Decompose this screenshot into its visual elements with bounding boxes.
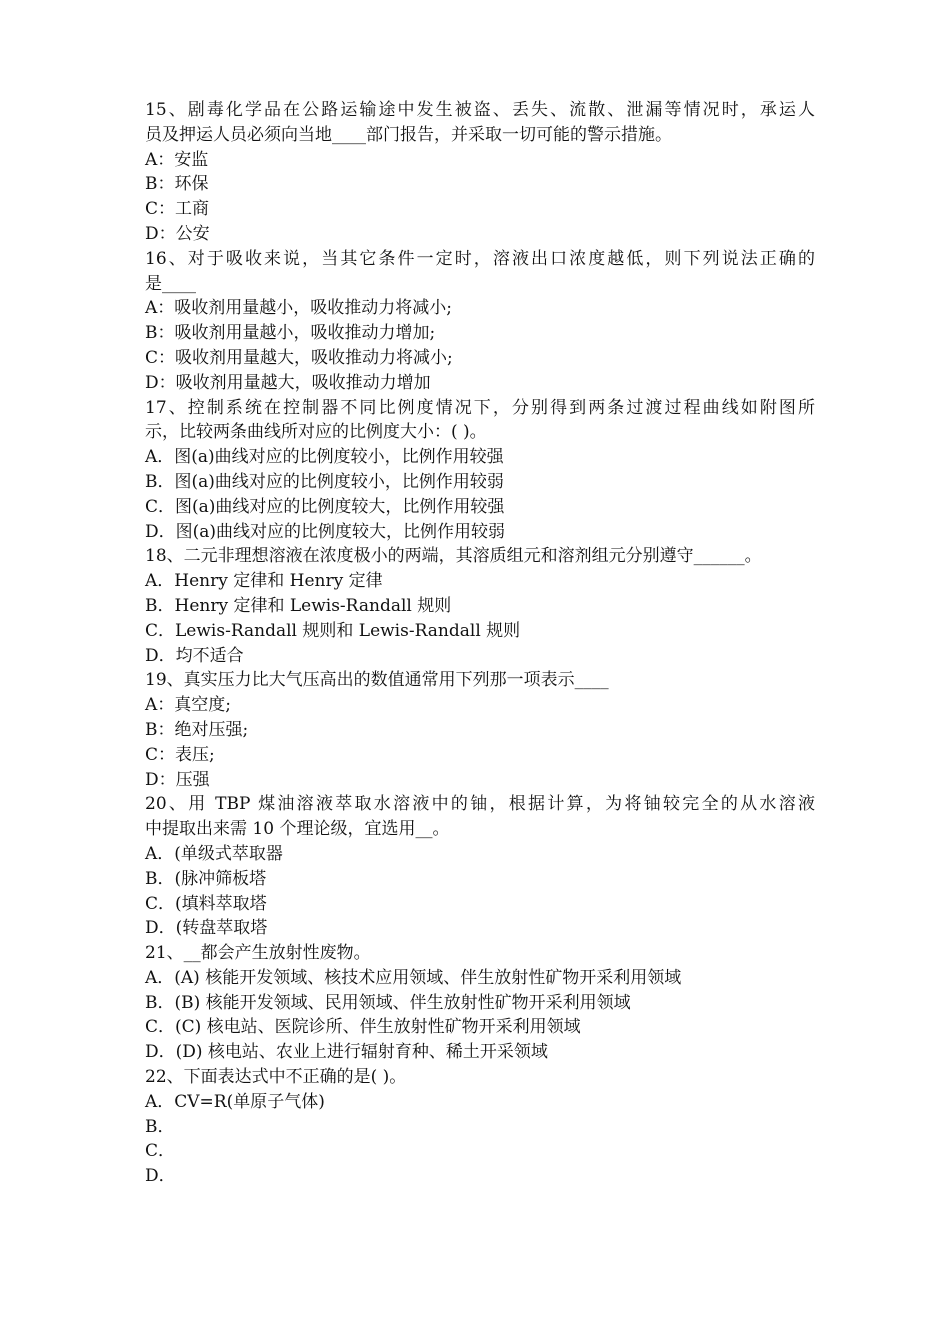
answer-option: B．图(a)曲线对应的比例度较小，比例作用较弱 xyxy=(145,471,504,492)
question-block xyxy=(145,1065,815,1189)
answer-option: A：吸收剂用量越小，吸收推动力将减小; xyxy=(145,298,453,319)
answer-option: A：真空度; xyxy=(145,695,232,716)
answer-option: C．图(a)曲线对应的比例度较大，比例作用较强 xyxy=(145,496,505,517)
answer-option: A．图(a)曲线对应的比例度较小，比例作用较强 xyxy=(145,447,504,468)
question-block xyxy=(145,396,815,545)
answer-option: C．(C) 核电站、医院诊所、伴生放射性矿物开采利用领域 xyxy=(145,1017,581,1038)
answer-option: B． xyxy=(145,1116,175,1137)
question-stem-line: 16、对于吸收来说，当其它条件一定时，溶液出口浓度越低，则下列说法正确的 xyxy=(145,248,815,269)
answer-option: C． xyxy=(145,1141,176,1162)
answer-option: C：表压; xyxy=(145,744,215,765)
question-block xyxy=(145,98,815,247)
question-stem-line: 示，比较两条曲线所对应的比例度大小：( )。 xyxy=(145,422,487,443)
answer-option: B：吸收剂用量越小，吸收推动力增加; xyxy=(145,323,436,344)
answer-option: B．(B) 核能开发领域、民用领域、伴生放射性矿物开采利用领域 xyxy=(145,992,631,1013)
answer-option: D：公安 xyxy=(145,223,210,244)
answer-option: C：工商 xyxy=(145,199,210,220)
question-list xyxy=(145,98,815,1189)
question-stem-line: 17、控制系统在控制器不同比例度情况下，分别得到两条过渡过程曲线如附图所 xyxy=(145,397,815,418)
answer-option: A．Henry 定律和 Henry 定律 xyxy=(145,571,383,592)
question-block xyxy=(145,668,815,792)
answer-option: C．Lewis-Randall 规则和 Lewis-Randall 规则 xyxy=(145,620,521,641)
answer-option: D．图(a)曲线对应的比例度较大，比例作用较弱 xyxy=(145,521,506,542)
question-block xyxy=(145,247,815,396)
question-block xyxy=(145,792,815,941)
answer-option: A：安监 xyxy=(145,149,209,170)
answer-option: B：绝对压强; xyxy=(145,719,249,740)
answer-option: A．(A) 核能开发领域、核技术应用领域、伴生放射性矿物开采利用领域 xyxy=(145,967,682,988)
question-stem-line: 20、用 TBP 煤油溶液萃取水溶液中的铀，根据计算，为将铀较完全的从水溶液 xyxy=(145,794,815,815)
answer-option: C．(填料萃取塔 xyxy=(145,893,267,914)
answer-option: A．CV=R(单原子气体) xyxy=(145,1091,325,1112)
answer-option: B：环保 xyxy=(145,174,209,195)
answer-option: D．(转盘萃取塔 xyxy=(145,918,268,939)
question-stem-line: 员及押运人员必须向当地____部门报告，并采取一切可能的警示措施。 xyxy=(145,124,672,145)
question-stem-line: 22、下面表达式中不正确的是( )。 xyxy=(145,1067,407,1088)
question-block xyxy=(145,941,815,1065)
answer-option: D：吸收剂用量越大，吸收推动力增加 xyxy=(145,372,431,393)
question-stem-line: 15、剧毒化学品在公路运输途中发生被盗、丢失、流散、泄漏等情况时，承运人 xyxy=(145,100,815,120)
question-block xyxy=(145,544,815,668)
answer-option: D． xyxy=(145,1166,176,1187)
answer-option: D：压强 xyxy=(145,769,210,790)
answer-option: B．(脉冲筛板塔 xyxy=(145,868,267,889)
question-stem-line: 是____ xyxy=(145,273,196,294)
question-stem-line: 21、__都会产生放射性废物。 xyxy=(145,943,371,964)
answer-option: D．均不适合 xyxy=(145,645,244,666)
question-stem-line: 18、二元非理想溶液在浓度极小的两端，其溶质组元和溶剂组元分别遵守______。 xyxy=(145,546,762,567)
answer-option: D．(D) 核电站、农业上进行辐射育种、稀土开采领域 xyxy=(145,1042,548,1063)
question-stem-line: 中提取出来需 10 个理论级，宜选用__。 xyxy=(145,819,450,840)
answer-option: A．(单级式萃取器 xyxy=(145,843,283,864)
answer-option: B．Henry 定律和 Lewis-Randall 规则 xyxy=(145,595,452,616)
answer-option: C：吸收剂用量越大，吸收推动力将减小; xyxy=(145,347,453,368)
question-stem-line: 19、真实压力比大气压高出的数值通常用下列那一项表示____ xyxy=(145,670,609,691)
